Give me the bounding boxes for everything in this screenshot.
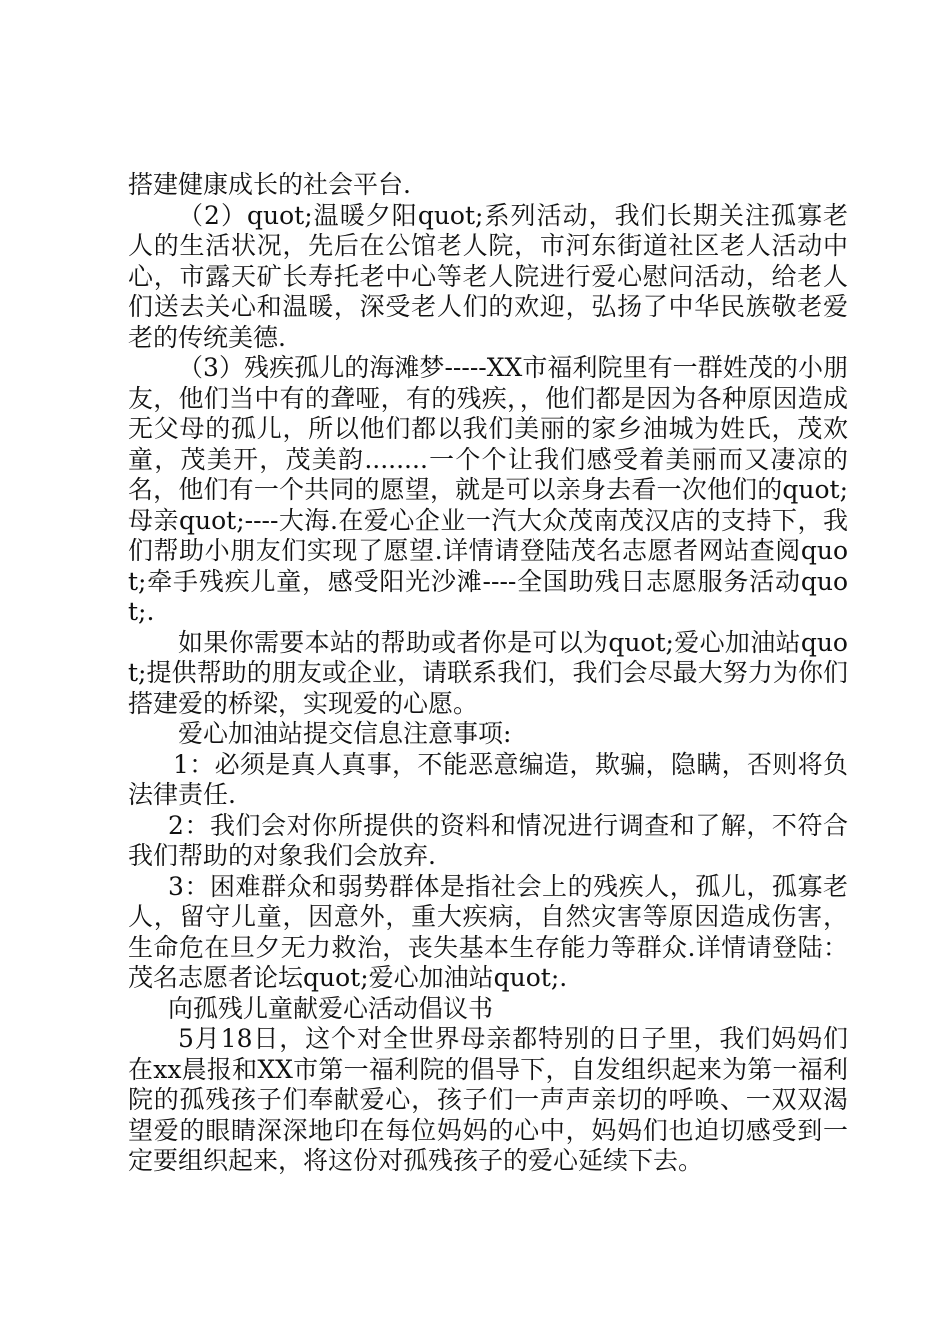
paragraph-10: 5月18日，这个对全世界母亲都特别的日子里，我们妈妈们在xx晨报和XX市第一福利院的倡导下，自发组织起来为第一福利院的孤残孩子们奉献爱心，孩子们一声声亲切的呼唤、一双双渴望爱的眼睛深深地印在每位妈妈的心中，妈妈们也迫切感受到一定要组织起来，将这份对孤残孩子的爱心延续下去。 <box>128 1024 848 1175</box>
paragraph-7: 2：我们会对你所提供的资料和情况进行调查和了解，不符合我们帮助的对象我们会放弃. <box>128 810 848 870</box>
paragraph-6: 1：必须是真人真事，不能恶意编造，欺骗，隐瞒，否则将负法律责任. <box>128 749 848 809</box>
paragraph-4: 如果你需要本站的帮助或者你是可以为quot;爱心加油站quot;提供帮助的朋友或企业，请联系我们，我们会尽最大努力为你们搭建爱的桥梁，实现爱的心愿。 <box>128 627 848 718</box>
paragraph-9-title: 向孤残儿童献爱心活动倡议书 <box>168 993 494 1023</box>
paragraph-2: （2）quot;温暖夕阳quot;系列活动，我们长期关注孤寡老人的生活状况，先后在公馆老人院，市河东街道社区老人活动中心，市露天矿长寿托老中心等老人院进行爱心慰问活动，给老人们送去关心和温暖，深受老人们的欢迎，弘扬了中华民族敬老爱老的传统美德. <box>128 200 848 352</box>
paragraph-3: （3）残疾孤儿的海滩梦-----XX市福利院里有一群姓茂的小朋友，他们当中有的聋哑，有的残疾，，他们都是因为各种原因造成无父母的孤儿，所以他们都以我们美丽的家乡油城为姓氏，茂欢童，茂美开，茂美韵........一个个让我们感受着美丽而又凄凉的名，他们有一个共同的愿望，就是可以亲身去看一次他们的quot;母亲quot;----大海.在爱心企业一汽大众茂南茂汉店的支持下，我们帮助小朋友们实现了愿望.详情请登陆茂名志愿者网站查阅quot;牵手残疾儿童，感受阳光沙滩----全国助残日志愿服务活动quot;. <box>128 353 848 626</box>
paragraph-5-heading: 爱心加油站提交信息注意事项: <box>178 719 512 748</box>
paragraph-1: 搭建健康成长的社会平台. <box>128 170 411 199</box>
document-body <box>128 170 848 1177</box>
paragraph-8: 3：困难群众和弱势群体是指社会上的残疾人，孤儿，孤寡老人，留守儿童，因意外，重大疾病，自然灾害等原因造成伤害，生命危在旦夕无力救治，丧失基本生存能力等群众.详情请登陆：茂名志愿者论坛quot;爱心加油站quot;. <box>128 871 848 992</box>
